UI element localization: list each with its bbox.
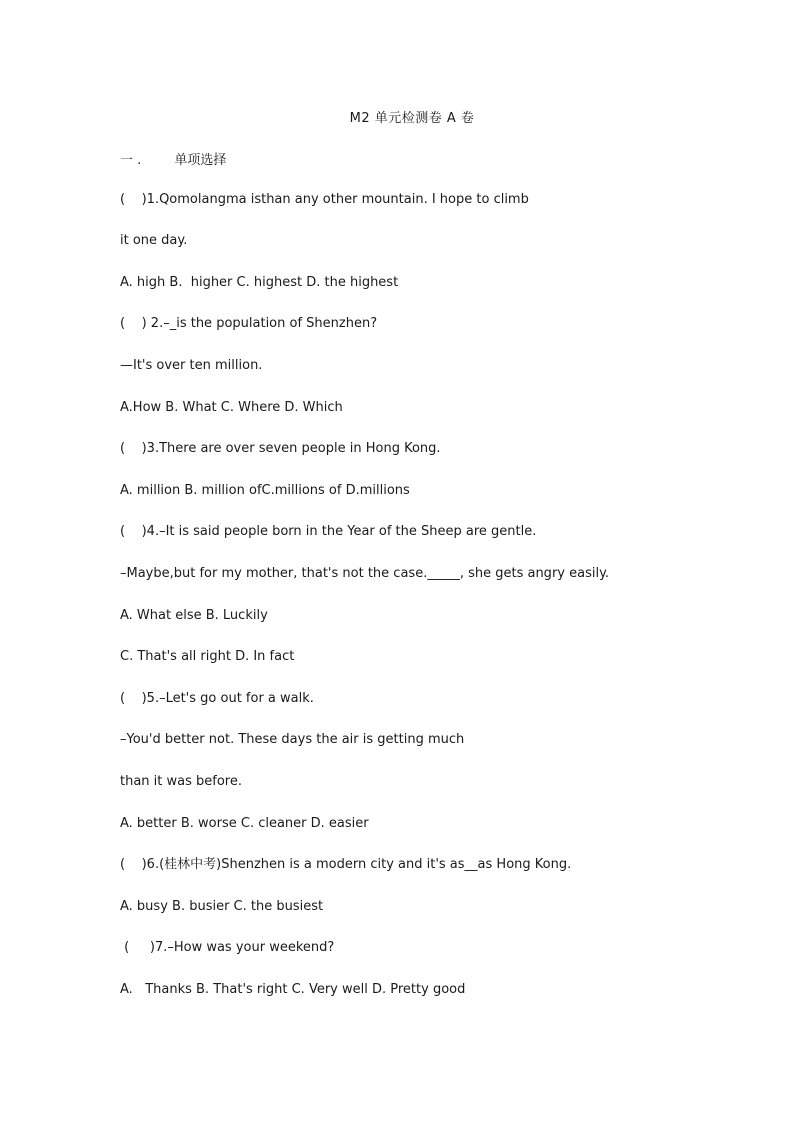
document-title: M2 单元检测卷 A 卷	[349, 111, 475, 126]
question-3-line-1: ( )3.There are over seven people in Hong Kong.	[120, 441, 441, 456]
question-7-line-1: ( )7.–How was your weekend?	[120, 940, 335, 955]
question-4-options-2: C. That's all right D. In fact	[120, 649, 295, 664]
question-5-line-1: ( )5.–Let's go out for a walk.	[120, 691, 314, 706]
question-4-line-2: –Maybe,but for my mother, that's not the case._____, she gets angry easily.	[120, 566, 610, 581]
question-4-options-1: A. What else B. Luckily	[120, 608, 268, 623]
question-5-options: A. better B. worse C. cleaner D. easier	[120, 816, 369, 831]
question-4-line-1: ( )4.–It is said people born in the Year of the Sheep are gentle.	[120, 524, 537, 539]
section-heading: 一 . 单项选择	[120, 153, 227, 168]
question-1-line-1: ( )1.Qomolangma isthan any other mountain. I hope to climb	[120, 192, 529, 207]
question-7-options: A. Thanks B. That's right C. Very well D. Pretty good	[120, 982, 466, 997]
question-6-options: A. busy B. busier C. the busiest	[120, 899, 324, 914]
question-3-options: A. million B. million ofC.millions of D.millions	[120, 483, 410, 498]
question-2-options: A.How B. What C. Where D. Which	[120, 400, 343, 415]
question-6-line-1: ( )6.(桂林中考)Shenzhen is a modern city and it's as__as Hong Kong.	[120, 857, 572, 872]
question-5-line-3: than it was before.	[120, 774, 242, 789]
question-1-options: A. high B. higher C. highest D. the highest	[120, 275, 399, 290]
question-1-line-2: it one day.	[120, 233, 188, 248]
question-2-line-1: ( ) 2.–_is the population of Shenzhen?	[120, 316, 378, 331]
question-5-line-2: –You'd better not. These days the air is getting much	[120, 732, 465, 747]
question-2-line-2: —It's over ten million.	[120, 358, 263, 373]
